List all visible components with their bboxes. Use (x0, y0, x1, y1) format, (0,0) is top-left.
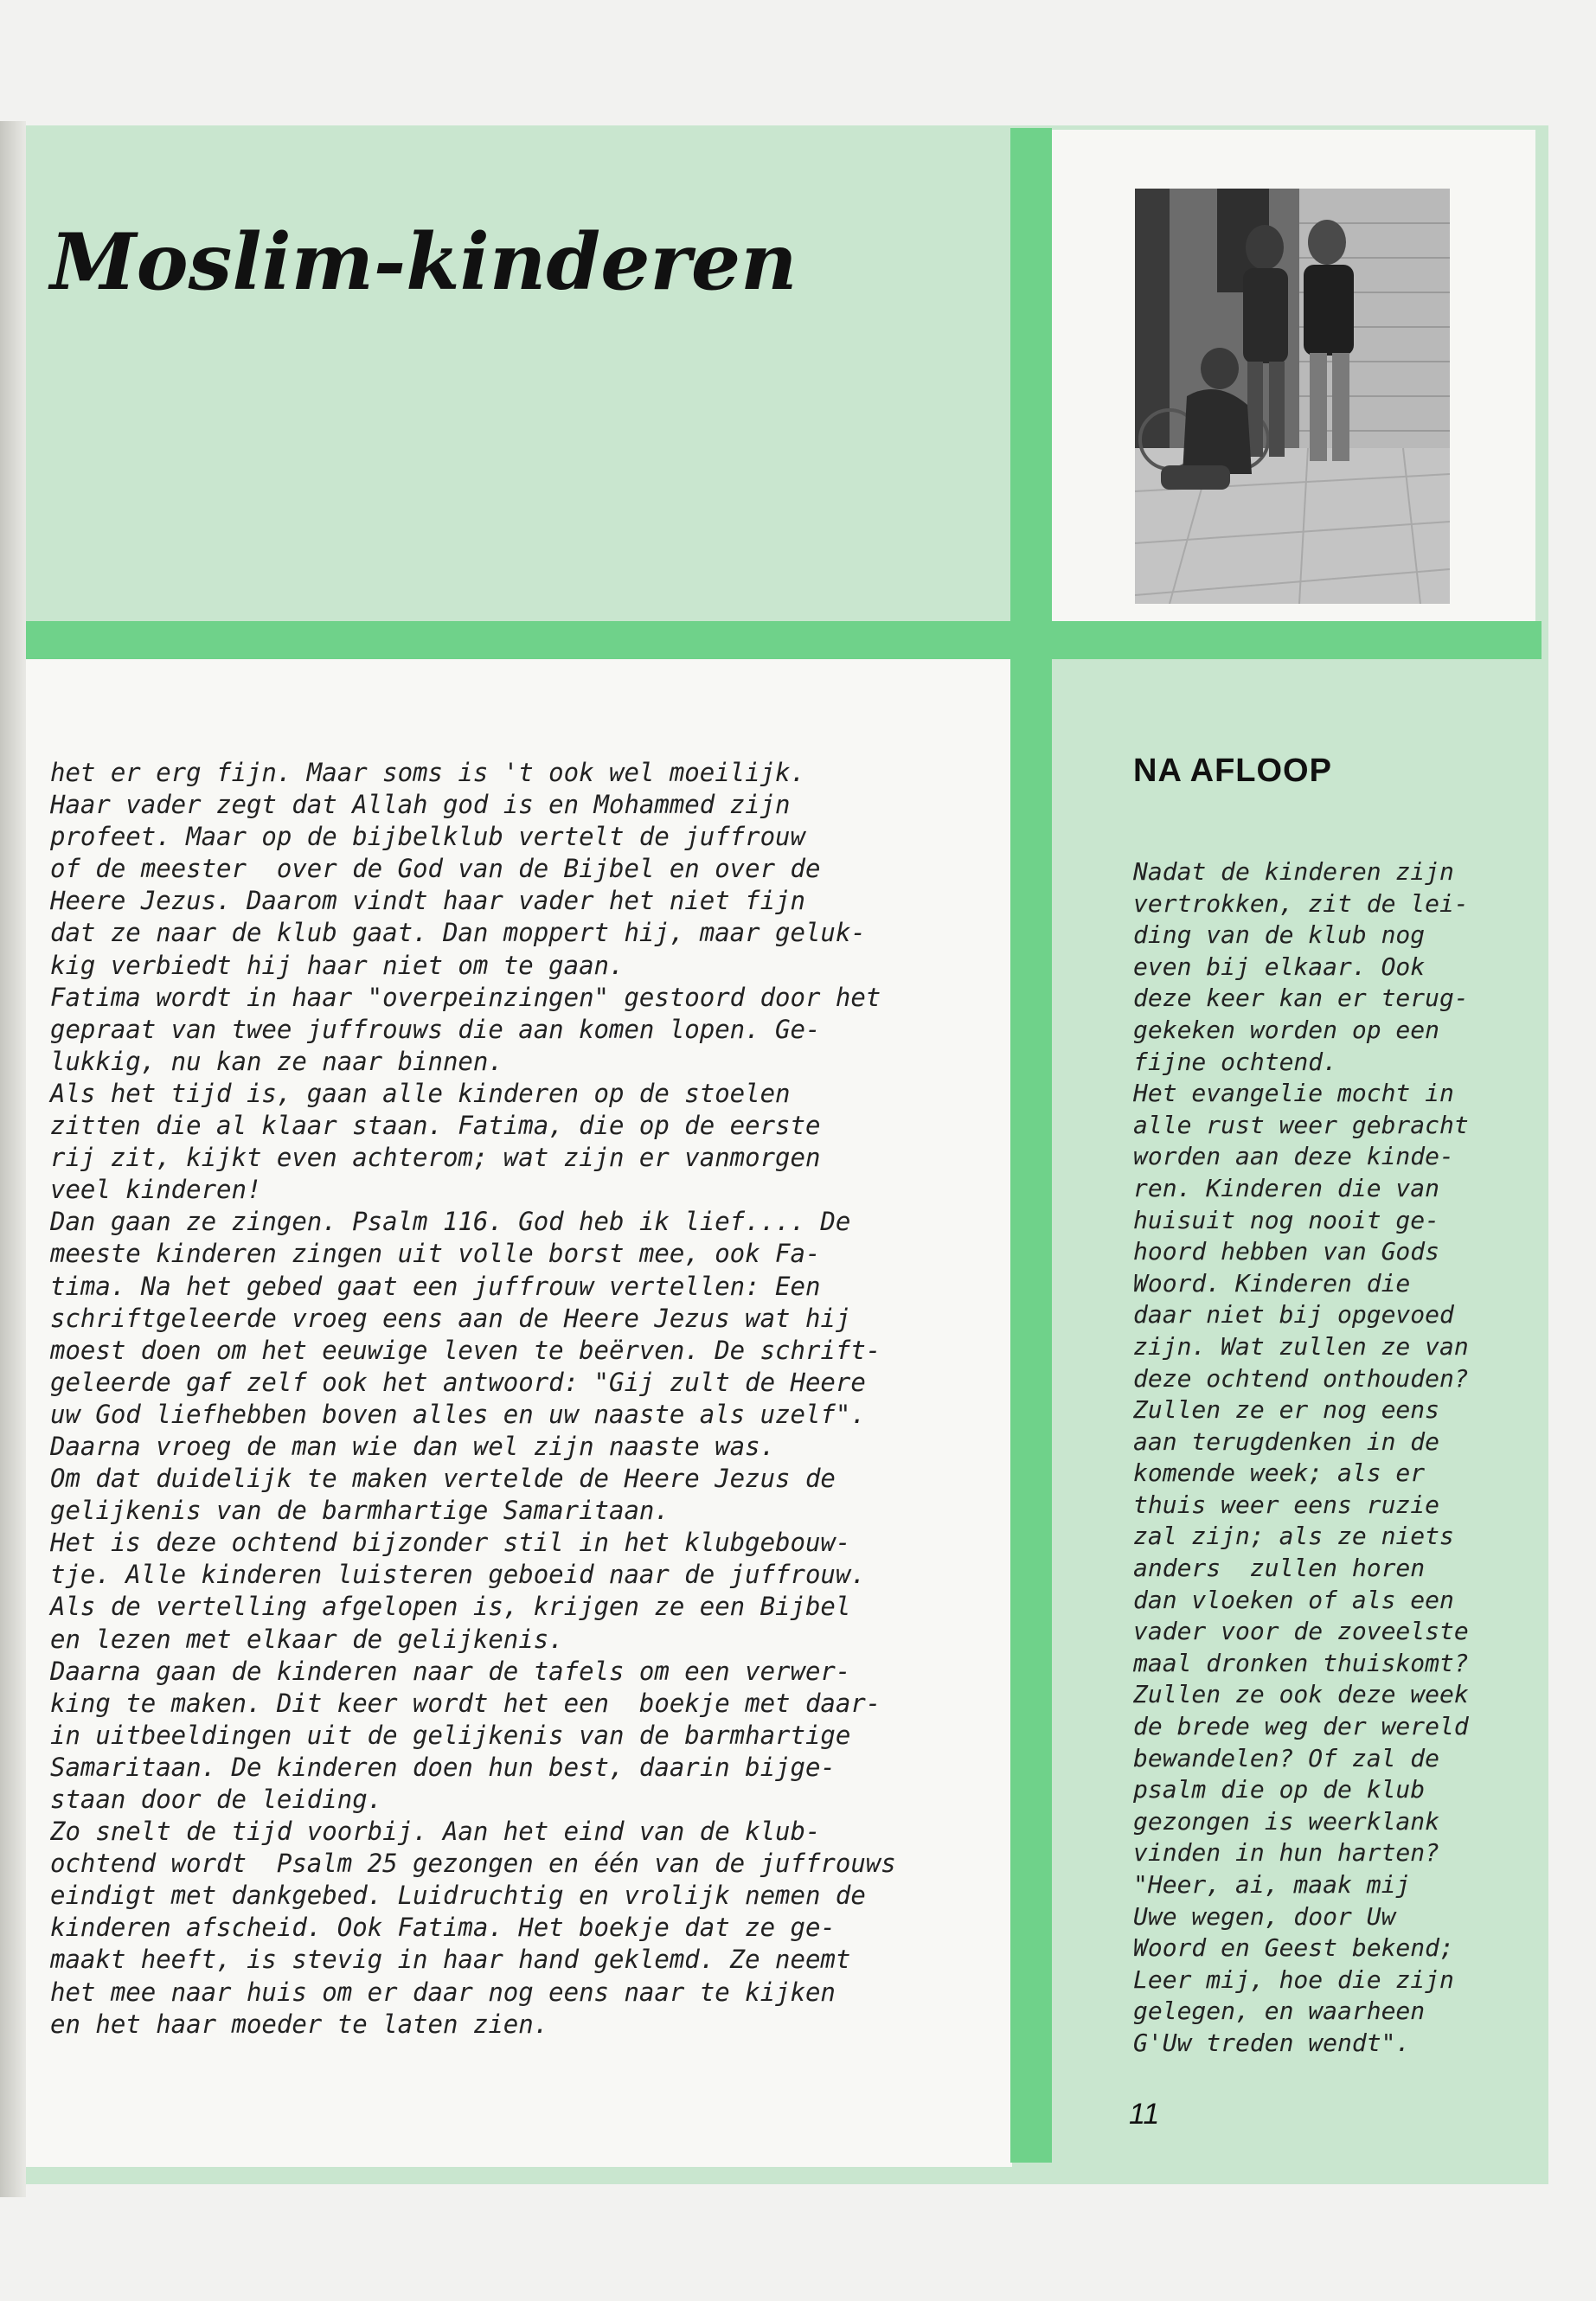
text-line: Fatima wordt in haar "overpeinzingen" gestoord door het (50, 982, 881, 1012)
side-line: Nadat de kinderen zijn (1133, 857, 1454, 886)
text-line: of de meester over de God van de Bijbel en over de (50, 854, 821, 884)
side-line: huisuit nog nooit ge- (1133, 1205, 1440, 1234)
side-line: dan vloeken of als een (1133, 1585, 1454, 1614)
side-line: daar niet bij opgevoed (1133, 1300, 1454, 1330)
text-line: Dan gaan ze zingen. Psalm 116. God heb ik lief.... De (50, 1207, 851, 1237)
text-line: tima. Na het gebed gaat een juffrouw vertellen: Een (50, 1271, 821, 1301)
page-title: Moslim-kinderen (50, 216, 798, 308)
binding-spine (0, 121, 26, 2197)
side-line: even bij elkaar. Ook (1133, 952, 1426, 981)
text-line: het mee naar huis om er daar nog eens naar te kijken (50, 1977, 836, 2007)
text-line: gelijkenis van de barmhartige Samaritaan. (50, 1496, 670, 1526)
text-line: profeet. Maar op de bijbelklub vertelt de juffrouw (50, 822, 805, 852)
text-line: het er erg fijn. Maar soms is 't ook wel moeilijk. (50, 758, 805, 787)
side-line: ren. Kinderen die van (1133, 1173, 1440, 1202)
side-line: Zullen ze er nog eens (1133, 1395, 1440, 1425)
side-line: vinden in hun harten? (1133, 1838, 1440, 1868)
text-line: Om dat duidelijk te maken vertelde de Heere Jezus de (50, 1464, 836, 1494)
text-line: ochtend wordt Psalm 25 gezongen en één van de juffrouws (50, 1849, 896, 1879)
text-line: Heere Jezus. Daarom vindt haar vader het niet fijn (50, 886, 805, 916)
side-line: zal zijn; als ze niets (1133, 1522, 1454, 1551)
text-line: schriftgeleerde vroeg eens aan de Heere Jezus wat hij (50, 1303, 851, 1333)
text-line: dat ze naar de klub gaat. Dan moppert hij, maar geluk- (50, 918, 866, 948)
side-line: de brede weg der wereld (1133, 1712, 1469, 1741)
text-line: Daarna vroeg de man wie dan wel zijn naaste was. (50, 1431, 776, 1461)
text-line: king te maken. Dit keer wordt het een boekje met daar- (50, 1688, 881, 1718)
text-line: gepraat van twee juffrouws die aan komen lopen. Ge- (50, 1014, 821, 1044)
side-line: bewandelen? Of zal de (1133, 1743, 1440, 1772)
text-line: veel kinderen! (50, 1175, 262, 1205)
side-line: "Heer, ai, maak mij (1133, 1870, 1411, 1899)
side-column-text (1133, 856, 1531, 2060)
side-line: Woord. Kinderen die (1133, 1268, 1411, 1298)
text-line: Haar vader zegt dat Allah god is en Mohammed zijn (50, 790, 791, 820)
text-line: rij zit, kijkt even achterom; wat zijn er vanmorgen (50, 1143, 821, 1173)
story-text (50, 757, 1002, 2041)
green-vertical-band (1010, 128, 1052, 2163)
children-photo (1135, 189, 1450, 604)
side-line: Uwe wegen, door Uw (1133, 1901, 1396, 1931)
side-line: Het evangelie mocht in (1133, 1079, 1454, 1108)
side-line: G'Uw treden wendt". (1133, 2028, 1411, 2057)
green-horizontal-band (26, 621, 1542, 659)
side-line: anders zullen horen (1133, 1554, 1426, 1583)
page-number: 11 (1129, 2098, 1160, 2131)
text-line: Zo snelt de tijd voorbij. Aan het eind van de klub- (50, 1817, 821, 1847)
side-line: ding van de klub nog (1133, 920, 1426, 950)
text-line: kig verbiedt hij haar niet om te gaan. (50, 950, 625, 980)
side-line: gekeken worden op een (1133, 1015, 1440, 1044)
text-line: uw God liefhebben boven alles en uw naaste als uzelf". (50, 1399, 866, 1429)
text-line: moest doen om het eeuwige leven te beërven. De schrift- (50, 1335, 881, 1365)
text-line: en lezen met elkaar de gelijkenis. (50, 1624, 564, 1654)
text-line: eindigt met dankgebed. Luidruchtig en vrolijk nemen de (50, 1881, 866, 1911)
text-line: meeste kinderen zingen uit volle borst mee, ook Fa- (50, 1239, 821, 1269)
side-line: deze keer kan er terug- (1133, 984, 1469, 1013)
side-line: komende week; als er (1133, 1458, 1426, 1488)
text-line: maakt heeft, is stevig in haar hand geklemd. Ze neemt (50, 1945, 851, 1975)
text-line: Daarna gaan de kinderen naar de tafels om een verwer- (50, 1656, 851, 1686)
side-line: hoord hebben van Gods (1133, 1237, 1440, 1266)
text-line: tje. Alle kinderen luisteren geboeid naar de juffrouw. (50, 1560, 866, 1590)
text-line: geleerde gaf zelf ook het antwoord: "Gij zult de Heere (50, 1367, 866, 1397)
side-line: gezongen is weerklank (1133, 1806, 1440, 1836)
text-line: Samaritaan. De kinderen doen hun best, daarin bijge- (50, 1752, 836, 1782)
text-line: Als het tijd is, gaan alle kinderen op de stoelen (50, 1078, 791, 1108)
side-line: fijne ochtend. (1133, 1047, 1338, 1076)
side-line: zijn. Wat zullen ze van (1133, 1331, 1469, 1361)
text-line: kinderen afscheid. Ook Fatima. Het boekje dat ze ge- (50, 1913, 836, 1943)
text-line: staan door de leiding. (50, 1785, 383, 1814)
side-line: worden aan deze kinde- (1133, 1142, 1454, 1171)
side-line: Zullen ze ook deze week (1133, 1680, 1469, 1709)
text-line: lukkig, nu kan ze naar binnen. (50, 1046, 503, 1076)
photo-children-street-icon (1135, 189, 1450, 604)
side-line: aan terugdenken in de (1133, 1426, 1440, 1456)
text-line: zitten die al klaar staan. Fatima, die op de eerste (50, 1111, 821, 1141)
side-line: maal dronken thuiskomt? (1133, 1648, 1469, 1677)
text-line: in uitbeeldingen uit de gelijkenis van de barmhartige (50, 1720, 851, 1750)
side-line: psalm die op de klub (1133, 1775, 1426, 1804)
side-line: Woord en Geest bekend; (1133, 1933, 1454, 1963)
side-line: vader voor de zoveelste (1133, 1617, 1469, 1646)
side-line: deze ochtend onthouden? (1133, 1363, 1469, 1393)
text-line: Als de vertelling afgelopen is, krijgen ze een Bijbel (50, 1592, 851, 1622)
side-line: thuis weer eens ruzie (1133, 1490, 1440, 1519)
side-line: alle rust weer gebracht (1133, 1110, 1469, 1139)
text-line: Het is deze ochtend bijzonder stil in het klubgebouw- (50, 1528, 851, 1558)
side-line: gelegen, en waarheen (1133, 1997, 1426, 2026)
side-heading: NA AFLOOP (1133, 753, 1332, 789)
side-line: vertrokken, zit de lei- (1133, 888, 1469, 918)
side-line: Leer mij, hoe die zijn (1133, 1965, 1454, 1994)
text-line: en het haar moeder te laten zien. (50, 2009, 549, 2039)
